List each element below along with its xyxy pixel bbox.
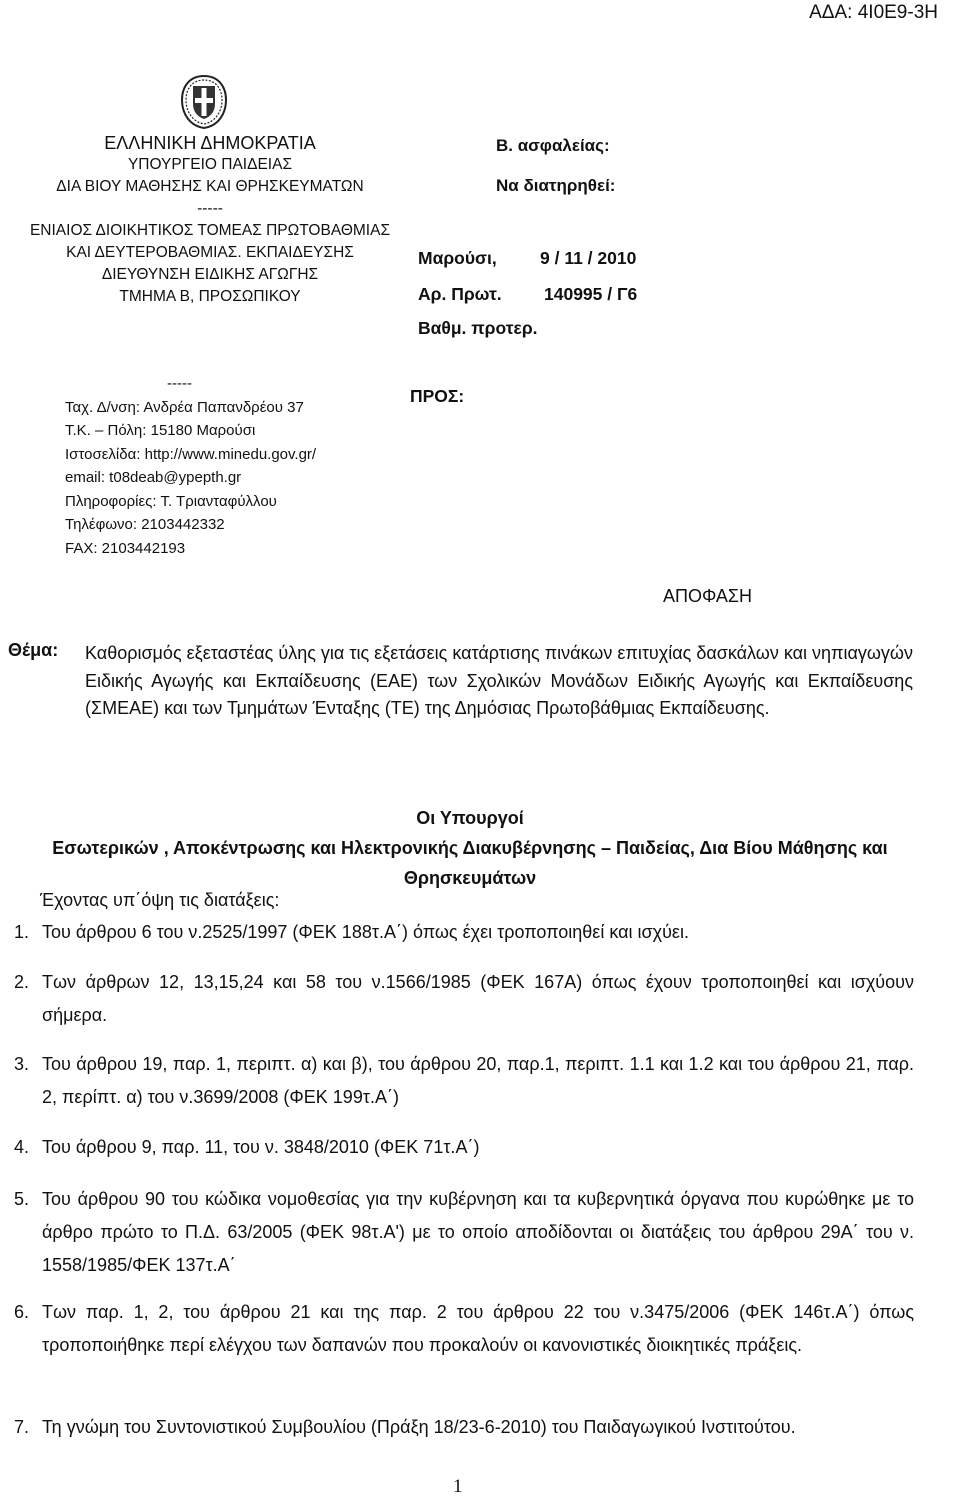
country-name: ΕΛΛΗΝΙΚΗ ΔΗΜΟΚΡΑΤΙΑ (104, 133, 316, 153)
sector-name-cont: ΚΑΙ ΔΕΥΤΕΡΟΒΑΘΜΙΑΣ. ΕΚΠΑΙΔΕΥΣΗΣ (66, 244, 354, 261)
ministers-names: Εσωτερικών , Αποκέντρωσης και Ηλεκτρονικής Διακυβέρνησης – Παιδείας, Δια Βίου Μάθησης και Θρησκευμάτων (52, 838, 888, 888)
place: Μαρούσι, (418, 248, 497, 268)
directorate-name: ΔΙΕΥΘΥΝΣΗ ΕΙΔΙΚΗΣ ΑΓΩΓΗΣ (101, 266, 319, 283)
list-item-number: 2. (14, 972, 30, 992)
subject-label: Θέμα: (8, 640, 59, 660)
ministry-name: ΥΠΟΥΡΓΕΙΟ ΠΑΙΔΕΙΑΣ (127, 156, 293, 173)
protocol-label: Αρ. Πρωτ. (418, 284, 502, 304)
list-item (14, 1411, 914, 1444)
contact-info: Πληροφορίες: Τ. Τριανταφύλλου (65, 492, 277, 510)
list-item-number: 4. (14, 1137, 30, 1157)
contact-website: Ιστοσελίδα: http://www.minedu.gov.gr/ (65, 445, 317, 463)
list-item-text: Τη γνώμη του Συντονιστικού Συμβουλίου (Πράξη 18/23-6-2010) του Παιδαγωγικού Ινστιτούτου. (42, 1417, 796, 1437)
contact-postal: Τ.Κ. – Πόλη: 15180 Μαρούσι (65, 422, 256, 439)
list-item (14, 1296, 914, 1362)
contact-email: email: t08deab@ypepth.gr (65, 469, 242, 486)
ada-code: ΑΔΑ: 4Ι0Ε9-3Η (809, 2, 938, 23)
subject-text: Καθορισμός εξεταστέας ύλης για τις εξετάσεις κατάρτισης πινάκων επιτυχίας δασκάλων και νηπιαγωγών Ειδικής Αγωγής και Εκπαίδευσης (ΕΑΕ) των Σχολικών Μονάδων Ειδικής Αγωγής και Εκπαίδευσης (ΣΜΕΑΕ) και των Τμημάτων Ένταξης (ΤΕ) της Δημόσιας Πρωτοβάθμιας Εκπαίδευσης. (85, 643, 913, 718)
list-item-text: Του άρθρου 19, παρ. 1, περιπτ. α) και β), του άρθρου 20, παρ.1, περιπτ. 1.1 και 1.2 και του άρθρου 21, παρ. 2, περίπτ. α) του ν.3699/2008 (ΦΕΚ 199τ.Α΄) (42, 1054, 914, 1107)
contact-fax: FAX: 2103442193 (65, 539, 186, 557)
list-item (14, 1048, 914, 1114)
list-item-number: 6. (14, 1302, 30, 1322)
department-name: ΤΜΗΜΑ Β, ΠΡΟΣΩΠΙΚΟΥ (119, 288, 301, 305)
list-item-number: 5. (14, 1189, 30, 1209)
protocol-number: 140995 / Γ6 (544, 284, 638, 304)
list-item-text: Του άρθρου 90 του κώδικα νομοθεσίας για την κυβέρνηση και τα κυβερνητικά όργανα που κυρώθηκε με το άρθρο πρώτο το Π.Δ. 63/2005 (ΦΕΚ 98τ.Α') με το οποίο αποδίδονται οι διατάξεις του άρθρου 29Α΄ του ν. 1558/1985/ΦΕΚ 137τ.Α΄ (42, 1189, 914, 1275)
ministry-name-cont: ΔΙΑ ΒΙΟΥ ΜΑΘΗΣΗΣ ΚΑΙ ΘΡΗΣΚΕΥΜΑΤΩΝ (56, 178, 364, 195)
page-number: 1 (453, 1476, 463, 1497)
list-item (14, 1131, 914, 1164)
contact-address: Ταχ. Δ/νση: Ανδρέα Παπανδρέου 37 (65, 398, 304, 416)
security-level: Β. ασφαλείας: (496, 136, 610, 155)
intro-text: Έχοντας υπ΄όψη τις διατάξεις: (40, 890, 280, 910)
list-item-number: 3. (14, 1054, 30, 1074)
keep-period: Να διατηρηθεί: (496, 176, 616, 195)
priority-label: Βαθμ. προτερ. (418, 318, 538, 338)
list-item (14, 916, 914, 949)
list-item-number: 1. (14, 922, 30, 942)
contact-phone: Τηλέφωνο: 2103442332 (65, 516, 225, 533)
list-item-text: Του άρθρου 9, παρ. 11, του ν. 3848/2010 (ΦΕΚ 71τ.Α΄) (42, 1137, 480, 1157)
to-label: ΠΡΟΣ: (410, 386, 465, 406)
list-item-text: Των παρ. 1, 2, του άρθρου 21 και της παρ. 2 του άρθρου 22 του ν.3475/2006 (ΦΕΚ 146τ.Α΄) όπως τροποποιήθηκε περί ελέγχου των δαπανών που προκαλούν οι κανονιστικές διοικητικές πράξεις. (42, 1302, 914, 1355)
list-item-number: 7. (14, 1417, 30, 1437)
ministers-heading: Οι Υπουργοί (416, 808, 524, 828)
greek-emblem-icon (176, 72, 232, 135)
header-divider: ----- (197, 200, 223, 217)
list-item-text: Του άρθρου 6 του ν.2525/1997 (ΦΕΚ 188τ.Α΄) όπως έχει τροποποιηθεί και ισχύει. (42, 922, 689, 942)
document-title: ΑΠΟΦΑΣΗ (663, 586, 752, 606)
date: 9 / 11 / 2010 (540, 248, 637, 268)
list-item-text: Των άρθρων 12, 13,15,24 και 58 του ν.1566/1985 (ΦΕΚ 167Α) όπως έχουν τροποποιηθεί και ισχύουν σήμερα. (42, 972, 914, 1025)
contact-block (65, 372, 316, 560)
list-item (14, 1183, 914, 1282)
list-item (14, 966, 914, 1032)
sector-name: ΕΝΙΑΙΟΣ ΔΙΟΙΚΗΤΙΚΟΣ ΤΟΜΕΑΣ ΠΡΩΤΟΒΑΘΜΙΑΣ (29, 222, 391, 239)
ministry-header (0, 132, 420, 308)
contact-divider: ----- (167, 375, 192, 392)
